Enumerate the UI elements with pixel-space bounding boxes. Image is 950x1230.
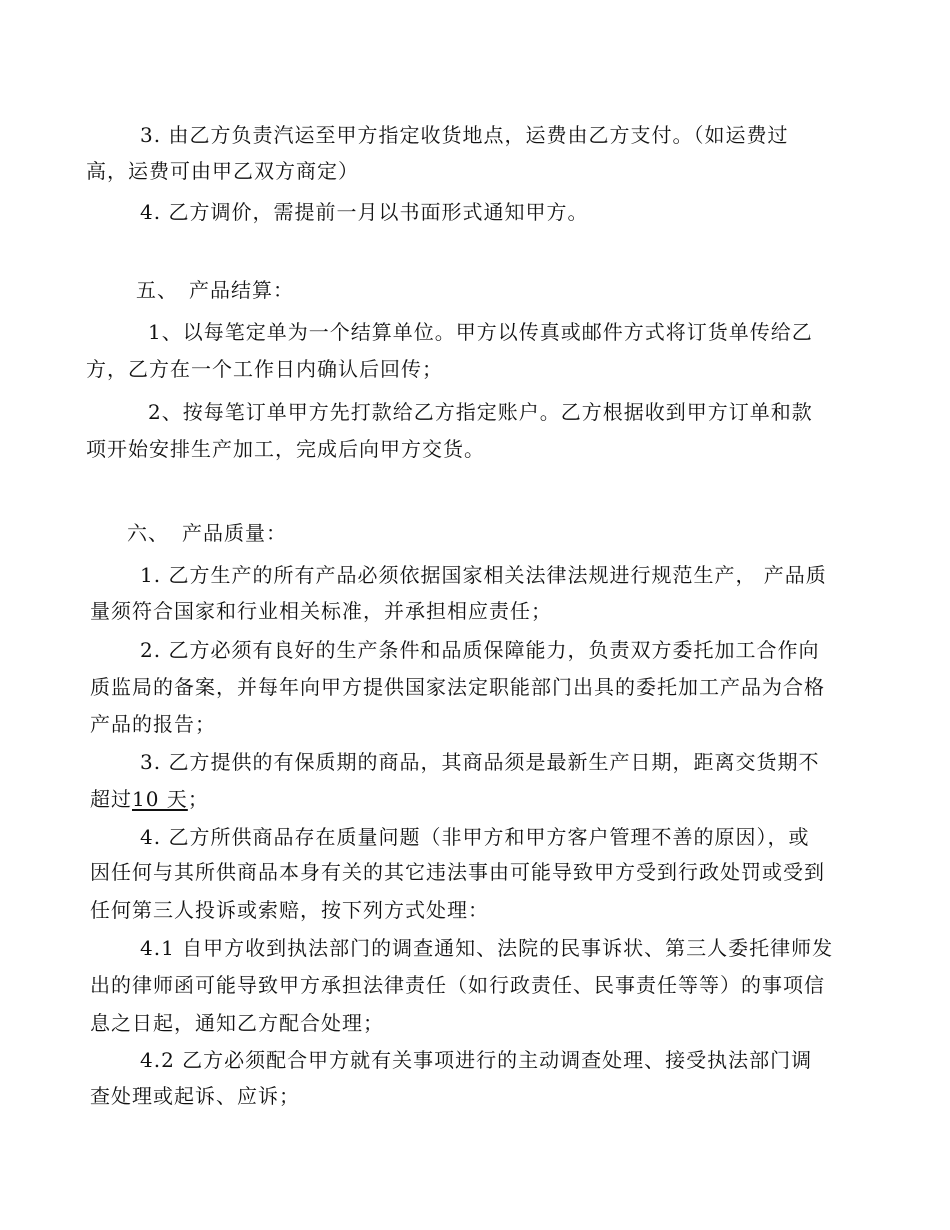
section-6-item-4-2-line-2: 查处理或起诉、应诉； (90, 1084, 300, 1108)
section-6-item-3-prefix: 超过 (90, 787, 132, 811)
clause-4-line-1: 4. 乙方调价，需提前一月以书面形式通知甲方。 (140, 200, 589, 224)
section-5-item-2-line-2: 项开始安排生产加工，完成后向甲方交货。 (86, 437, 485, 461)
section-6-heading-title: 产品质量： (182, 521, 287, 545)
section-6-item-1-line-1: 1. 乙方生产的所有产品必须依据国家相关法律法规进行规范生产， 产品质 (140, 563, 827, 587)
section-6-heading-number: 六、 (127, 521, 169, 545)
section-6-item-4-1-line-2: 出的律师函可能导致甲方承担法律责任（如行政责任、民事责任等等）的事项信 (90, 973, 825, 997)
section-6-item-4-line-2: 因任何与其所供商品本身有关的其它违法事由可能导致甲方受到行政处罚或受到 (90, 860, 825, 884)
section-6-item-4-1-line-1: 4.1 自甲方收到执法部门的调查通知、法院的民事诉状、第三人委托律师发 (140, 936, 834, 960)
delivery-days-underlined: 10 天 (132, 787, 188, 811)
section-6-item-2-line-2: 质监局的备案，并每年向甲方提供国家法定职能部门出具的委托加工产品为合格 (90, 675, 825, 699)
section-6-item-1-line-2: 量须符合国家和行业相关标准，并承担相应责任； (90, 599, 552, 623)
section-6-item-4-2-line-1: 4.2 乙方必须配合甲方就有关事项进行的主动调查处理、接受执法部门调 (140, 1048, 813, 1072)
section-6-item-3-suffix: ； (187, 787, 209, 811)
section-5-item-1-line-2: 方，乙方在一个工作日内确认后回传； (86, 357, 443, 381)
section-6-item-3-line-1: 3. 乙方提供的有保质期的商品，其商品须是最新生产日期，距离交货期不 (140, 750, 820, 774)
section-6-item-3-line-2 (90, 785, 209, 813)
section-5-item-2-line-1: 2、按每笔订单甲方先打款给乙方指定账户。乙方根据收到甲方订单和款 (148, 400, 813, 424)
section-5-heading-number: 五、 (136, 278, 178, 302)
clause-3-line-2: 高，运费可由甲乙双方商定） (86, 159, 359, 183)
section-5-heading-title: 产品结算： (189, 278, 294, 302)
section-6-item-2-line-3: 产品的报告； (90, 712, 216, 736)
section-6-item-4-1-line-3: 息之日起，通知乙方配合处理； (90, 1011, 384, 1035)
section-6-item-2-line-1: 2. 乙方必须有良好的生产条件和品质保障能力，负责双方委托加工合作向 (140, 638, 820, 662)
section-6-item-4-line-3: 任何第三人投诉或索赔，按下列方式处理： (90, 898, 489, 922)
section-5-item-1-line-1: 1、以每笔定单为一个结算单位。甲方以传真或邮件方式将订货单传给乙 (148, 320, 813, 344)
section-6-item-4-line-1: 4. 乙方所供商品存在质量问题（非甲方和甲方客户管理不善的原因），或 (140, 825, 810, 849)
clause-3-line-1: 3. 由乙方负责汽运至甲方指定收货地点，运费由乙方支付。（如运费过 (140, 123, 789, 147)
